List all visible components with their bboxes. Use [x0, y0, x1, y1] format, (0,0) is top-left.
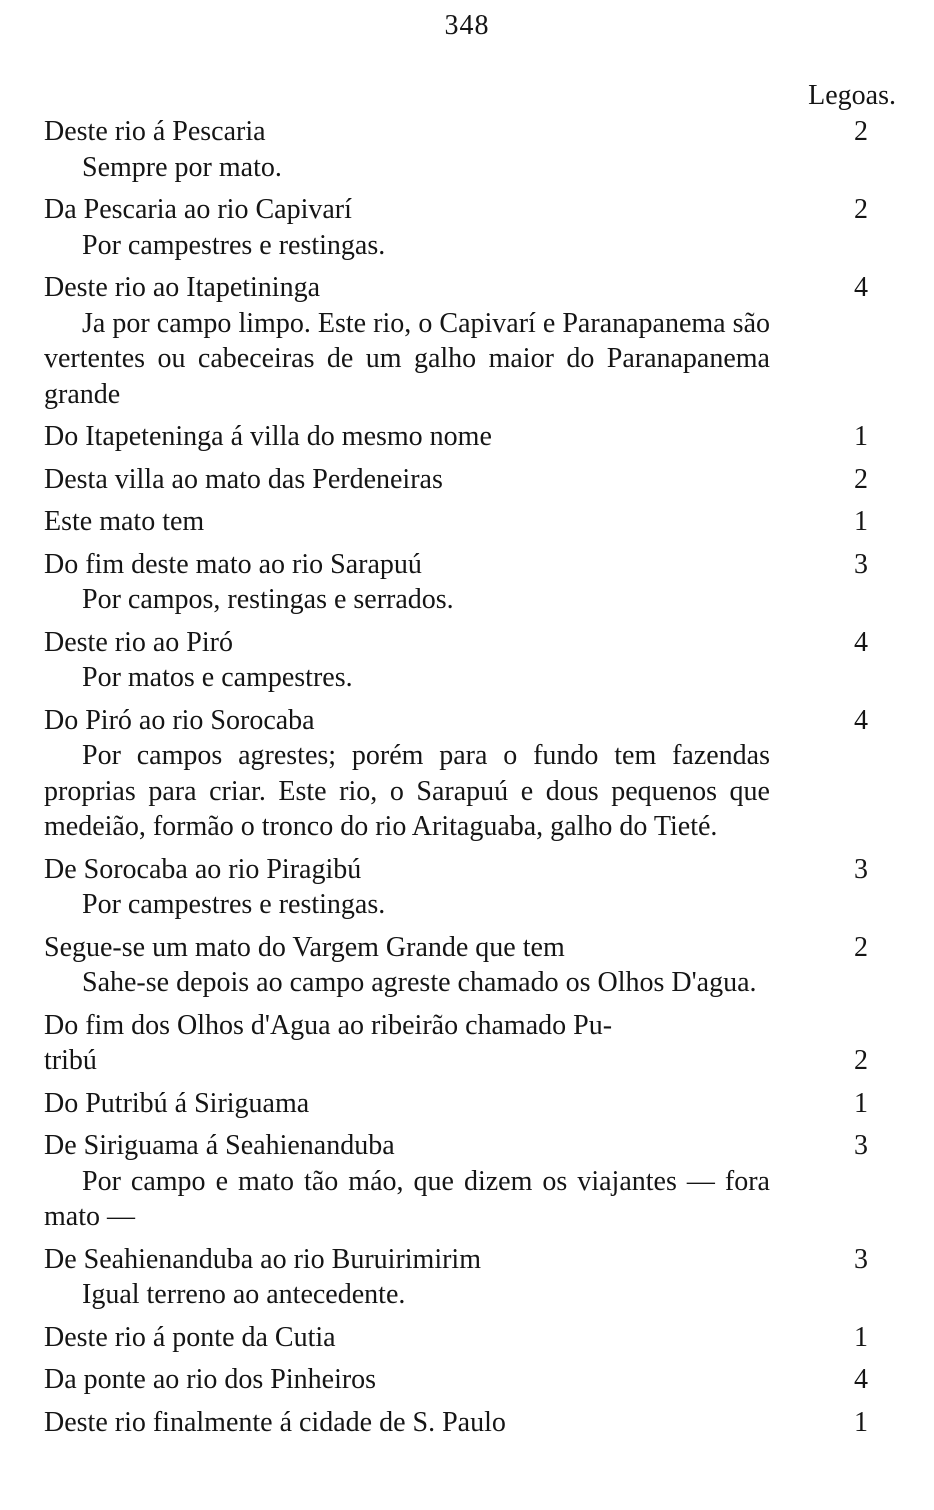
distance-value: 1	[854, 1406, 868, 1438]
entry-line	[44, 1320, 868, 1356]
route-text: Do fim deste mato ao rio Sarapuú	[44, 548, 422, 580]
distance-value: 3	[854, 548, 868, 580]
route-text: Deste rio ao Piró	[44, 626, 233, 658]
distance-value: 2	[854, 116, 868, 147]
route-text: Do Itapeteninga á villa do mesmo nome	[44, 421, 492, 452]
itinerary-entry	[44, 930, 868, 1001]
itinerary-entry	[44, 270, 868, 412]
distance-value: 2	[854, 463, 868, 495]
entry-line	[44, 1086, 868, 1122]
entry-line	[44, 270, 868, 306]
route-text: Segue-se um mato do Vargem Grande que tem	[44, 931, 565, 963]
page-number: 348	[444, 10, 490, 41]
distance-value: 2	[854, 194, 868, 225]
distance-value: 2	[854, 931, 868, 963]
distance-value: 2	[854, 1045, 868, 1076]
entry-line	[44, 419, 868, 455]
route-description: Igual terreno ao antecedente.	[82, 1279, 406, 1310]
itinerary-entry	[44, 462, 868, 498]
itinerary-entry	[44, 1128, 868, 1235]
itinerary-list	[44, 114, 868, 1447]
route-continuation-line	[44, 1043, 868, 1079]
route-description: Por campestres e restingas.	[82, 889, 386, 920]
route-text: Deste rio á Pescaria	[44, 116, 266, 147]
route-text: De Seahienanduba ao rio Buruirimirim	[44, 1243, 481, 1275]
entry-line	[44, 1128, 868, 1164]
route-text: De Siriguama á Seahienanduba	[44, 1130, 395, 1161]
distance-value: 1	[854, 506, 868, 537]
entry-line	[44, 114, 868, 150]
itinerary-entry	[44, 625, 868, 696]
distance-value: 1	[854, 1321, 868, 1353]
route-continuation-text: tribú	[44, 1045, 97, 1076]
distance-value: 3	[854, 1243, 868, 1275]
route-description: Por campos, restingas e serrados.	[82, 584, 454, 615]
itinerary-entry	[44, 114, 868, 185]
route-text: Deste rio ao Itapetininga	[44, 272, 321, 303]
route-text: Desta villa ao mato das Perdeneiras	[44, 463, 443, 495]
entry-line	[44, 930, 868, 966]
itinerary-entry	[44, 419, 868, 455]
route-description: Por matos e campestres.	[82, 662, 353, 693]
distance-value: 3	[854, 1130, 868, 1161]
distance-value: 1	[854, 421, 868, 452]
distance-value: 3	[854, 853, 868, 885]
itinerary-entry	[44, 852, 868, 923]
route-description: Ja por campo limpo. Este rio, o Capivarí e Paranapanema são vertentes ou cabeceiras de um galho maior do Paranapanema grande	[44, 307, 770, 410]
route-text: Do Piró ao rio Sorocaba	[44, 704, 315, 736]
entry-line	[44, 1362, 868, 1398]
route-text: Da ponte ao rio dos Pinheiros	[44, 1364, 377, 1395]
route-text: De Sorocaba ao rio Piragibú	[44, 853, 362, 885]
itinerary-entry	[44, 1405, 868, 1441]
route-description: Sempre por mato.	[82, 151, 282, 183]
itinerary-entry	[44, 1008, 868, 1079]
route-text: Este mato tem	[44, 506, 205, 537]
route-description: Por campos agrestes; porém para o fundo tem fazendas proprias para criar. Este rio, o Sarapuú e dous pequenos que medeião, formão o tronco do rio Aritaguaba, galho do Tieté.	[44, 740, 770, 842]
itinerary-entry	[44, 1362, 868, 1398]
itinerary-entry	[44, 192, 868, 263]
entry-line	[44, 462, 868, 498]
route-text: Deste rio finalmente á cidade de S. Paulo	[44, 1406, 506, 1438]
entry-line	[44, 703, 868, 739]
entry-line	[44, 1008, 868, 1044]
route-text: Do fim dos Olhos d'Agua ao ribeirão chamado Pu-	[44, 1009, 613, 1041]
distance-value: 4	[854, 704, 868, 736]
itinerary-entry	[44, 1320, 868, 1356]
itinerary-entry	[44, 1242, 868, 1313]
route-description: Sahe-se depois ao campo agreste chamado os Olhos D'agua.	[82, 967, 757, 998]
route-text: Do Putribú á Siriguama	[44, 1087, 310, 1119]
distance-value: 1	[854, 1087, 868, 1119]
entry-line	[44, 625, 868, 661]
route-description: Por campo e mato tão máo, que dizem os viajantes — fora mato —	[44, 1165, 770, 1232]
distance-value: 4	[854, 1364, 868, 1395]
distance-unit-header: Legoas.	[808, 80, 896, 111]
distance-value: 4	[854, 626, 868, 658]
itinerary-entry	[44, 504, 868, 540]
route-text: Da Pescaria ao rio Capivarí	[44, 194, 352, 225]
entry-line	[44, 852, 868, 888]
itinerary-entry	[44, 703, 868, 845]
distance-value: 4	[854, 272, 868, 303]
entry-line	[44, 547, 868, 583]
entry-line	[44, 192, 868, 228]
route-text: Deste rio á ponte da Cutia	[44, 1321, 336, 1353]
itinerary-entry	[44, 1086, 868, 1122]
entry-line	[44, 504, 868, 540]
entry-line	[44, 1242, 868, 1278]
entry-line	[44, 1405, 868, 1441]
itinerary-entry	[44, 547, 868, 618]
route-description: Por campestres e restingas.	[82, 229, 386, 261]
